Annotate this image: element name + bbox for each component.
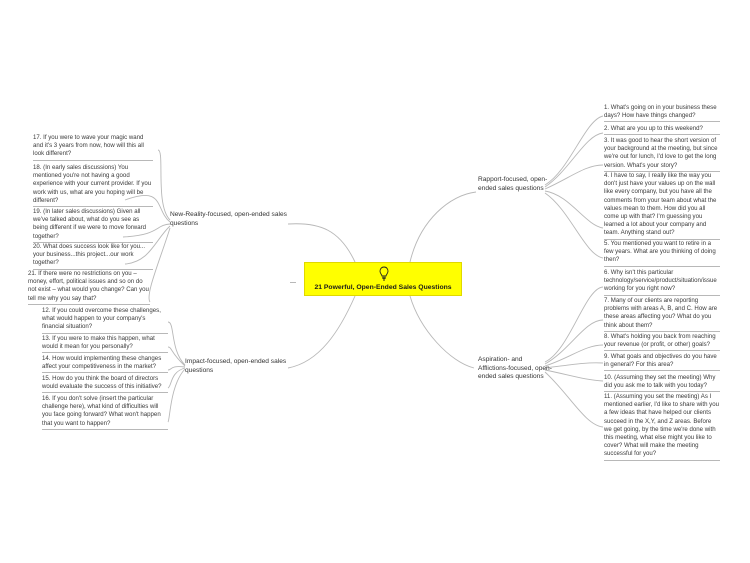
leaf-question-21[interactable]: 21. If there were no restrictions on you – money, effort, political issues and so on do not exist – what would you change? Can you tell me why you say that?: [28, 270, 150, 305]
branch-new-reality[interactable]: New-Reality-focused, open-ended sales questions: [170, 211, 287, 227]
leaf-question-7[interactable]: 7. Many of our clients are reporting problems with areas A, B, and C. How are these areas affecting you? What do you think about them?: [604, 297, 720, 332]
leaf-question-14[interactable]: 14. How would implementing these changes affect your competitiveness in the market?: [42, 355, 168, 373]
leaf-question-5[interactable]: 5. You mentioned you want to retire in a few years. What are you thinking of doing then?: [604, 240, 720, 267]
collapse-marker[interactable]: [290, 276, 296, 283]
central-topic-title: 21 Powerful, Open-Ended Sales Questions: [314, 284, 452, 291]
leaf-question-1[interactable]: 1. What's going on in your business these days? How have things changed?: [604, 104, 720, 122]
central-topic[interactable]: [304, 262, 462, 296]
leaf-question-17[interactable]: 17. If you were to wave your magic wand and it's 3 years from now, how will this all look different?: [33, 134, 153, 161]
branch-aspiration[interactable]: Aspiration- and Afflictions-focused, open-ended sales questions: [478, 356, 552, 381]
leaf-question-18[interactable]: 18. (In early sales discussions) You mentioned you're not having a good experience with your current provider. If you work with us, what are you hoping will be different?: [33, 164, 153, 207]
lightbulb-icon: [379, 266, 389, 282]
leaf-question-20[interactable]: 20. What does success look like for you... your business...this project...our work together?: [33, 243, 153, 270]
leaf-question-16[interactable]: 16. If you don't solve (insert the particular challenge here), what kind of difficulties will you face going forward? What won't happen that you want to happen?: [42, 395, 168, 430]
leaf-question-8[interactable]: 8. What's holding you back from reaching your revenue (or profit, or other) goals?: [604, 333, 720, 351]
leaf-question-10[interactable]: 10. (Assuming they set the meeting) Why did you ask me to talk with you today?: [604, 374, 720, 392]
branch-rapport[interactable]: Rapport-focused, open-ended sales questions: [478, 176, 548, 192]
leaf-question-12[interactable]: 12. If you could overcome these challenges, what would happen to your company's financial situation?: [42, 307, 168, 334]
leaf-question-3[interactable]: 3. It was good to hear the short version of your background at the meeting, but since we're out for lunch, I'd love to get the long version. What's your story?: [604, 137, 720, 172]
leaf-question-15[interactable]: 15. How do you think the board of directors would evaluate the success of this initiative?: [42, 375, 168, 393]
leaf-question-2[interactable]: 2. What are you up to this weekend?: [604, 125, 720, 135]
leaf-question-6[interactable]: 6. Why isn't this particular technology/service/product/situation/issue working for you right now?: [604, 269, 720, 296]
leaf-question-11[interactable]: 11. (Assuming you set the meeting) As I mentioned earlier, I'd like to share with you a few ideas that have helped our clients succeed in the X,Y, and Z areas. Before we get going, by the time we're done with this meeting, what else might you like to cover? What will make the meeting successful for you?: [604, 393, 720, 461]
leaf-question-9[interactable]: 9. What goals and objectives do you have in general? For this area?: [604, 353, 720, 371]
leaf-question-13[interactable]: 13. If you were to make this happen, what would it mean for you personally?: [42, 335, 168, 353]
branch-impact[interactable]: Impact-focused, open-ended sales questions: [185, 358, 287, 374]
leaf-question-4[interactable]: 4. I have to say, I really like the way you don't just have your values up on the wall like every company, but you have all the comments from your team about what the values mean to them. How did you all come up with that? I'm guessing you learned a lot about your company and team. Anything stand out?: [604, 172, 720, 240]
leaf-question-19[interactable]: 19. (In later sales discussions) Given all we've talked about, what do you see as being different if we were to move forward together?: [33, 208, 153, 243]
